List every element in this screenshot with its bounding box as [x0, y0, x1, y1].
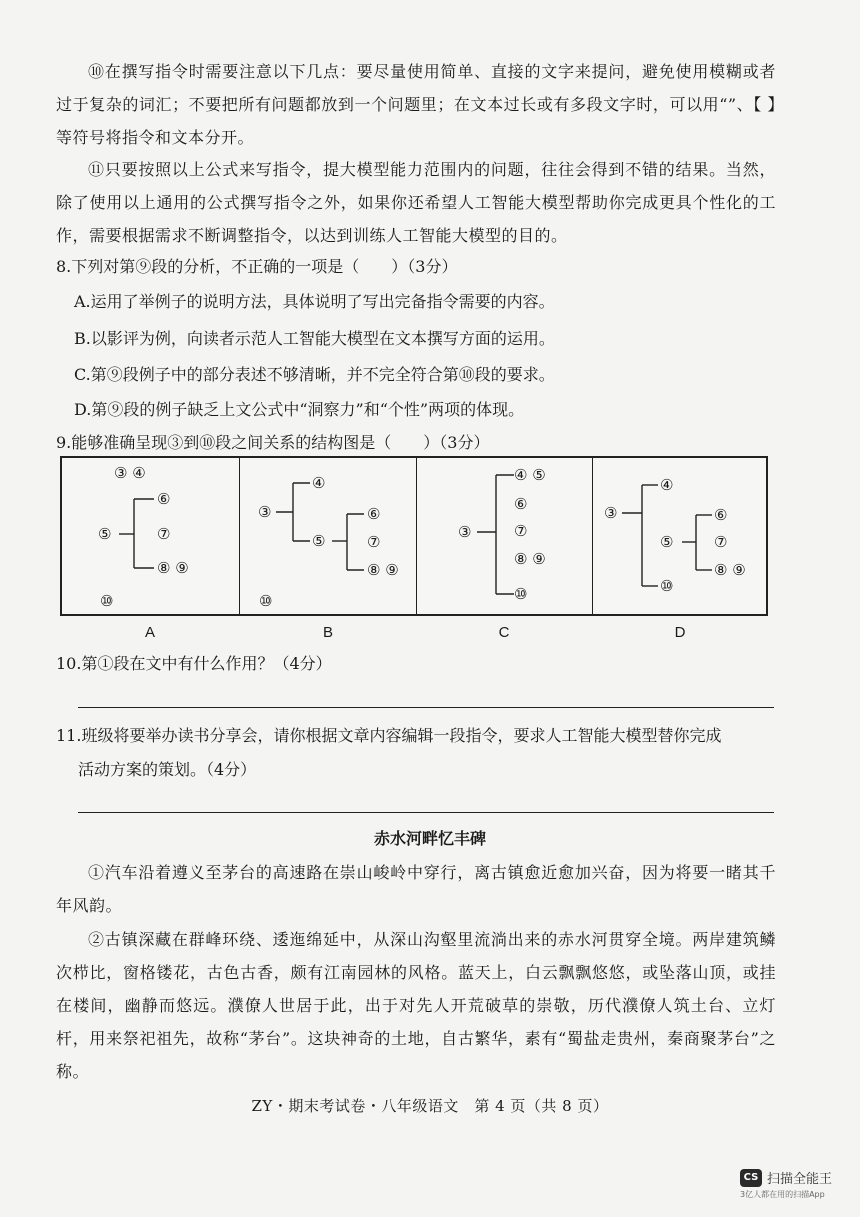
question-8-option-b: B.以影评为例，向读者示范人工智能大模型在文本撰写方面的运用。 [74, 329, 555, 348]
structure-diagrams [62, 458, 768, 616]
scanner-logo-icon: CS [740, 1169, 762, 1187]
structure-diagram-box [60, 456, 768, 616]
node-a-7: ⑦ [157, 525, 171, 543]
diagram-label-a: A [144, 624, 155, 641]
diagram-label-c: C [498, 624, 510, 641]
question-8-option-a: A.运用了举例子的说明方法，具体说明了写出完备指令需要的内容。 [74, 292, 555, 311]
node-a-6: ⑥ [157, 490, 171, 508]
node-a-8-9: ⑧ ⑨ [157, 559, 189, 577]
question-8-stem: 8.下列对第⑨段的分析，不正确的一项是（ ）（3分） [56, 257, 458, 276]
scanner-app-name: 扫描全能王 [767, 1172, 833, 1187]
node-c-10: ⑩ [514, 585, 528, 603]
node-b-7: ⑦ [367, 533, 381, 551]
question-11-line-1: 11.班级将要举办读书分享会，请你根据文章内容编辑一段指令，要求人工智能大模型替你完成 [56, 726, 722, 745]
question-9-stem: 9.能够准确呈现③到⑩段之间关系的结构图是（ ）（3分） [56, 433, 490, 452]
node-b-6: ⑥ [367, 505, 381, 523]
page-footer: ZY・期末考试卷・八年级语文 第 4 页（共 8 页） [251, 1097, 609, 1115]
scanner-tagline: 3亿人都在用的扫描App [740, 1190, 825, 1199]
node-a-5: ⑤ [98, 525, 112, 543]
question-8-option-c: C.第⑨段例子中的部分表述不够清晰，并不完全符合第⑩段的要求。 [74, 365, 555, 384]
question-11-stem [56, 719, 778, 787]
question-11-line-2: 活动方案的策划。（4分） [78, 760, 257, 779]
node-d-6: ⑥ [714, 506, 728, 524]
node-c-3: ③ [458, 523, 472, 541]
node-c-7: ⑦ [514, 522, 528, 540]
scanner-watermark [740, 1168, 850, 1200]
node-d-8-9: ⑧ ⑨ [714, 561, 746, 579]
node-c-6: ⑥ [514, 495, 528, 513]
node-a-3-4: ③ ④ [114, 464, 146, 482]
node-b-8-9: ⑧ ⑨ [367, 561, 399, 579]
question-10-stem: 10.第①段在文中有什么作用？（4分） [56, 654, 332, 673]
paragraph-11: ⑪只要按照以上公式来写指令，提大模型能力范围内的问题，往往会得到不错的结果。当然，除了使用以上通用的公式撰写指令之外，如果你还希望人工智能大模型帮助你完成更具个性化的工作，需要根据需求不断调整指令，以达到训练人工智能大模型的目的。 [56, 160, 776, 245]
node-d-10: ⑩ [660, 577, 674, 595]
article-title: 赤水河畔忆丰碑 [373, 829, 486, 848]
node-d-3: ③ [604, 504, 618, 522]
node-a-10: ⑩ [100, 592, 114, 610]
article-paragraph-2: ②古镇深藏在群峰环绕、逶迤绵延中，从深山沟壑里流淌出来的赤水河贯穿全境。两岸建筑鳞次栉比，窗格镂花，古色古香，颇有江南园林的风格。蓝天上，白云飘飘悠悠，或坠落山顶，或挂在楼间，幽静而悠远。濮僚人世居于此，出于对先人开荒破草的崇敬，历代濮僚人筑土台、立灯杆，用来祭祀祖先，故称“茅台”。这块神奇的土地，自古繁华，素有“蜀盐走贵州，秦商聚茅台”之称。 [56, 930, 776, 1081]
article-paragraph-1: ①汽车沿着遵义至茅台的高速路在崇山峻岭中穿行，离古镇愈近愈加兴奋，因为将要一睹其千年风韵。 [56, 863, 776, 915]
node-c-8-9: ⑧ ⑨ [514, 550, 546, 568]
answer-line-q10[interactable] [78, 707, 774, 708]
node-d-4: ④ [660, 476, 674, 494]
node-b-3: ③ [258, 503, 272, 521]
node-d-5: ⑤ [660, 533, 674, 551]
paragraph-10: ⑩在撰写指令时需要注意以下几点：要尽量使用简单、直接的文字来提问，避免使用模糊或者过于复杂的词汇；不要把所有问题都放到一个问题里；在文本过长或有多段文字时，可以用“”、【 】等符号将指令和文本分开。 [56, 62, 776, 147]
question-8-option-d: D.第⑨段的例子缺乏上文公式中“洞察力”和“个性”两项的体现。 [74, 400, 525, 419]
node-b-4: ④ [312, 474, 326, 492]
node-c-4-5: ④ ⑤ [514, 466, 546, 484]
diagram-label-b: B [322, 624, 333, 641]
answer-line-q11[interactable] [78, 812, 774, 813]
node-b-10: ⑩ [259, 592, 273, 610]
node-b-5: ⑤ [312, 532, 326, 550]
node-d-7: ⑦ [714, 533, 728, 551]
diagram-label-d: D [674, 624, 686, 641]
